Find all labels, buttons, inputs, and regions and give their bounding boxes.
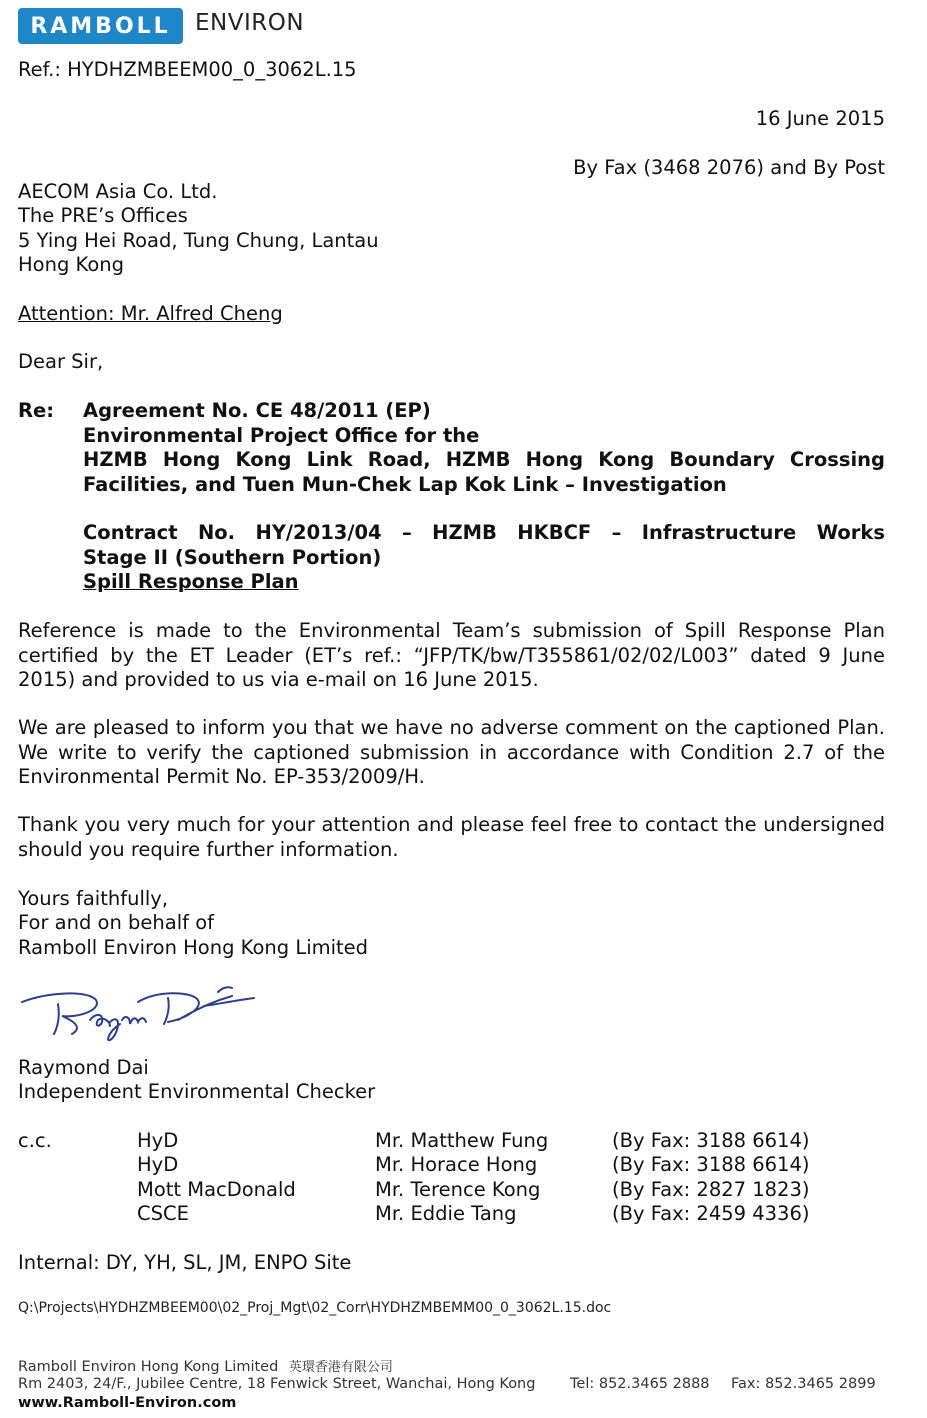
footer-company-name: Ramboll Environ Hong Kong Limited (18, 1359, 279, 1375)
subject-line: Facilities, and Tuen Mun-Chek Lap Kok Link – Investigation (83, 473, 727, 496)
recipient-line: AECOM Asia Co. Ltd. (18, 180, 218, 203)
company-logo (18, 8, 183, 44)
subject-line: HZMB Hong Kong Link Road, HZMB Hong Kong Boundary Crossing (83, 448, 885, 471)
footer-company-chinese: 英環香港有限公司 (288, 1360, 393, 1375)
recipient-line: The PRE’s Offices (18, 204, 188, 227)
logo-text: RAMBOLL (30, 13, 171, 39)
cc-fax: (By Fax: 2459 4336) (612, 1202, 810, 1225)
closing-line: Yours faithfully, (18, 887, 169, 910)
internal-distribution: Internal: DY, YH, SL, JM, ENPO Site (18, 1251, 352, 1274)
handwritten-signature (18, 978, 258, 1053)
footer-company (18, 1356, 393, 1375)
cc-org: Mott MacDonald (137, 1178, 296, 1201)
reference-number: Ref.: HYDHZMBEEM00_0_3062L.15 (18, 58, 357, 81)
cc-fax: (By Fax: 3188 6614) (612, 1129, 810, 1152)
footer-website[interactable]: www.Ramboll-Environ.com (18, 1395, 237, 1411)
cc-person: Mr. Eddie Tang (375, 1202, 517, 1225)
letter-date: 16 June 2015 (755, 107, 885, 130)
delivery-method: By Fax (3468 2076) and By Post (573, 156, 885, 179)
closing-company: Ramboll Environ Hong Kong Limited (18, 936, 369, 959)
footer-fax: Fax: 852.3465 2899 (731, 1376, 876, 1392)
subject-line: Environmental Project Office for the (83, 424, 480, 447)
footer-address: Rm 2403, 24/F., Jubilee Centre, 18 Fenwick Street, Wanchai, Hong Kong (18, 1376, 536, 1392)
subject-label: Re: (18, 399, 55, 422)
contract-line: Contract No. HY/2013/04 – HZMB HKBCF – Infrastructure Works (83, 521, 885, 544)
cc-fax: (By Fax: 3188 6614) (612, 1153, 810, 1176)
cc-person: Mr. Horace Hong (375, 1153, 538, 1176)
cc-person: Mr. Matthew Fung (375, 1129, 549, 1152)
cc-person: Mr. Terence Kong (375, 1178, 541, 1201)
cc-org: CSCE (137, 1202, 189, 1225)
plan-title: Spill Response Plan (83, 570, 299, 593)
contract-line: Stage II (Southern Portion) (83, 546, 382, 569)
subject-line: Agreement No. CE 48/2011 (EP) (83, 399, 431, 422)
body-paragraph: We are pleased to inform you that we have no adverse comment on the captioned Plan. We write to verify the captioned submission in accordance with Condition 2.7 of the Environmental Permit No. EP-353/2009/H. (18, 716, 885, 788)
closing-line: For and on behalf of (18, 911, 214, 934)
cc-org: HyD (137, 1129, 179, 1152)
recipient-line: Hong Kong (18, 253, 125, 276)
cc-fax: (By Fax: 2827 1823) (612, 1178, 810, 1201)
cc-label: c.c. (18, 1129, 52, 1152)
logo-suffix: ENVIRON (195, 10, 305, 36)
recipient-line: 5 Ying Hei Road, Tung Chung, Lantau (18, 229, 379, 252)
footer-tel: Tel: 852.3465 2888 (570, 1376, 710, 1392)
body-paragraph: Thank you very much for your attention and please feel free to contact the undersigned should you require further information. (18, 813, 885, 861)
signatory-title: Independent Environmental Checker (18, 1080, 376, 1103)
signatory-name: Raymond Dai (18, 1056, 149, 1079)
file-path: Q:\Projects\HYDHZMBEEM00\02_Proj_Mgt\02_Corr\HYDHZMBEMM00_0_3062L.15.doc (18, 1300, 612, 1316)
cc-org: HyD (137, 1153, 179, 1176)
salutation: Dear Sir, (18, 350, 104, 373)
body-paragraph: Reference is made to the Environmental Team’s submission of Spill Response Plan certified by the ET Leader (ET’s ref.: “JFP/TK/bw/T355861/02/02/L003” dated 9 June 2015) and provided to us via e-mail on 16 June 2015. (18, 619, 885, 691)
attention-line: Attention: Mr. Alfred Cheng (18, 302, 283, 325)
